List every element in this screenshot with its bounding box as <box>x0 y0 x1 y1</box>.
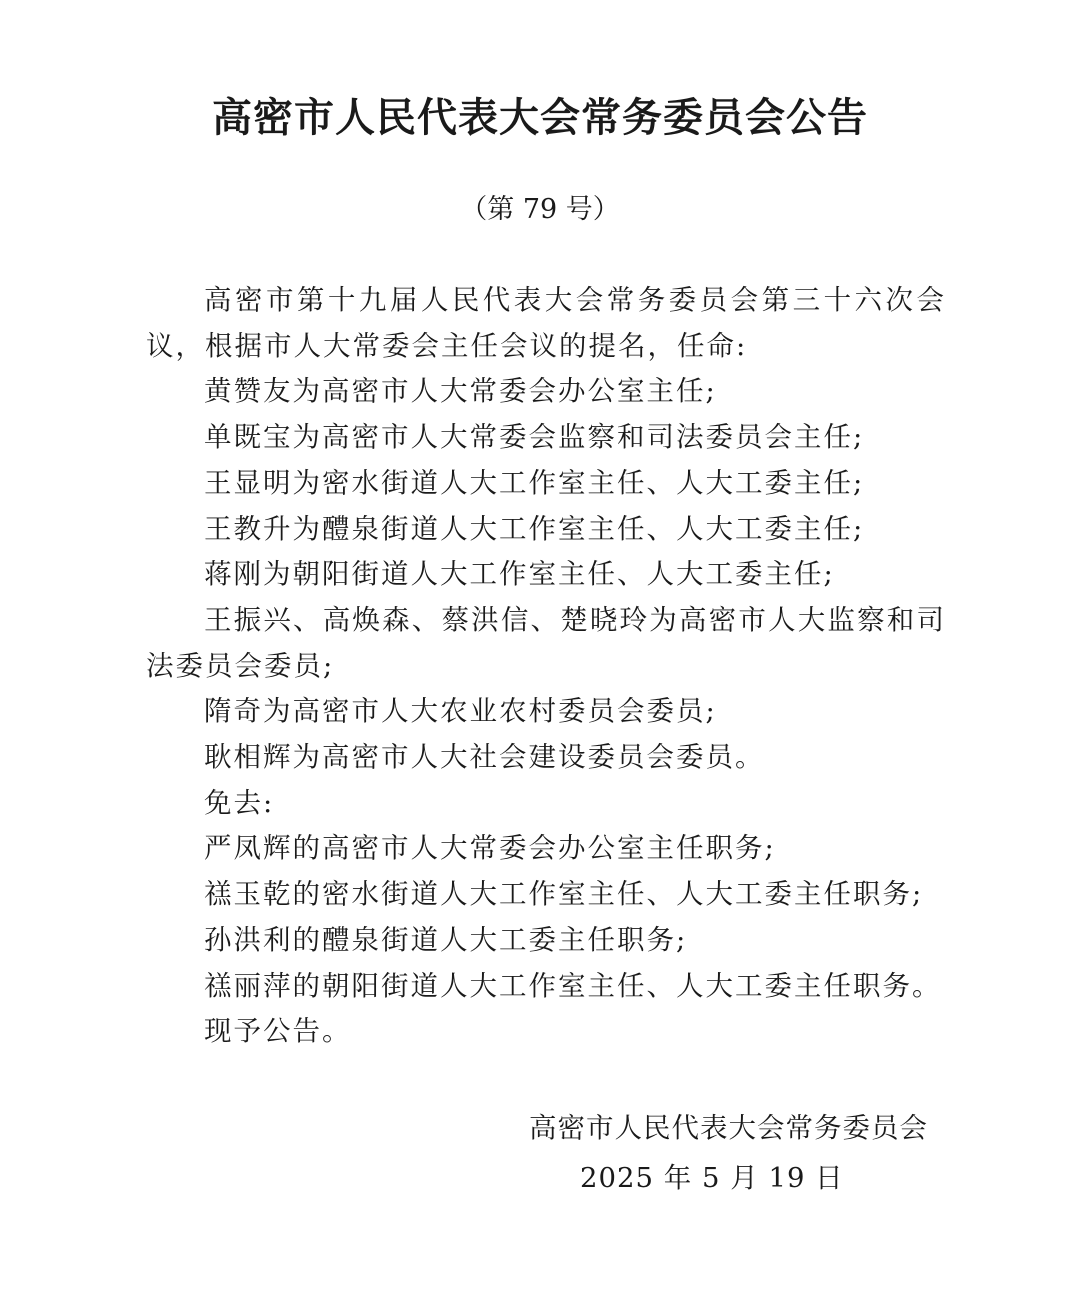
paragraph-removal-heading: 免去: <box>204 786 275 819</box>
document-title: 高密市人民代表大会常务委员会公告 <box>212 95 868 141</box>
paragraph-closing: 现予公告。 <box>204 1015 352 1048</box>
paragraph-removal: 严凤辉的高密市人大常委会办公室主任职务; <box>204 832 776 865</box>
paragraph-removal: 孙洪利的醴泉街道人大工委主任职务; <box>204 923 688 956</box>
paragraph-appointment: 王振兴、高焕森、蔡洪信、楚晓玲为高密市人大监察和司法委员会委员; <box>146 603 946 682</box>
paragraph-appointment: 单既宝为高密市人大常委会监察和司法委员会主任; <box>204 421 865 454</box>
paragraph-appointment: 蒋刚为朝阳街道人大工作室主任、人大工委主任; <box>204 558 835 591</box>
paragraph-appointment: 黄赞友为高密市人大常委会办公室主任; <box>204 375 717 408</box>
paragraph-appointment: 耿相辉为高密市人大社会建设委员会委员。 <box>204 741 765 774</box>
paragraph-appointment: 王显明为密水街道人大工作室主任、人大工委主任; <box>204 466 865 499</box>
paragraph-appointment: 王教升为醴泉街道人大工作室主任、人大工委主任; <box>204 512 865 545</box>
paragraph-removal: 禚玉乾的密水街道人大工作室主任、人大工委主任职务; <box>204 878 924 911</box>
paragraph-appointment: 隋奇为高密市人大农业农村委员会委员; <box>204 695 717 728</box>
signature-date: 2025 年 5 月 19 日 <box>580 1162 844 1194</box>
signature-organization: 高密市人民代表大会常务委员会 <box>529 1112 928 1144</box>
paragraph-removal: 禚丽萍的朝阳街道人大工作室主任、人大工委主任职务。 <box>204 969 942 1002</box>
paragraph-intro: 高密市第十九届人民代表大会常务委员会第三十六次会议，根据市人大常委会主任会议的提名，任命: <box>146 284 946 362</box>
announcement-number: （第 79 号） <box>460 194 620 225</box>
announcement-body <box>146 278 946 1055</box>
